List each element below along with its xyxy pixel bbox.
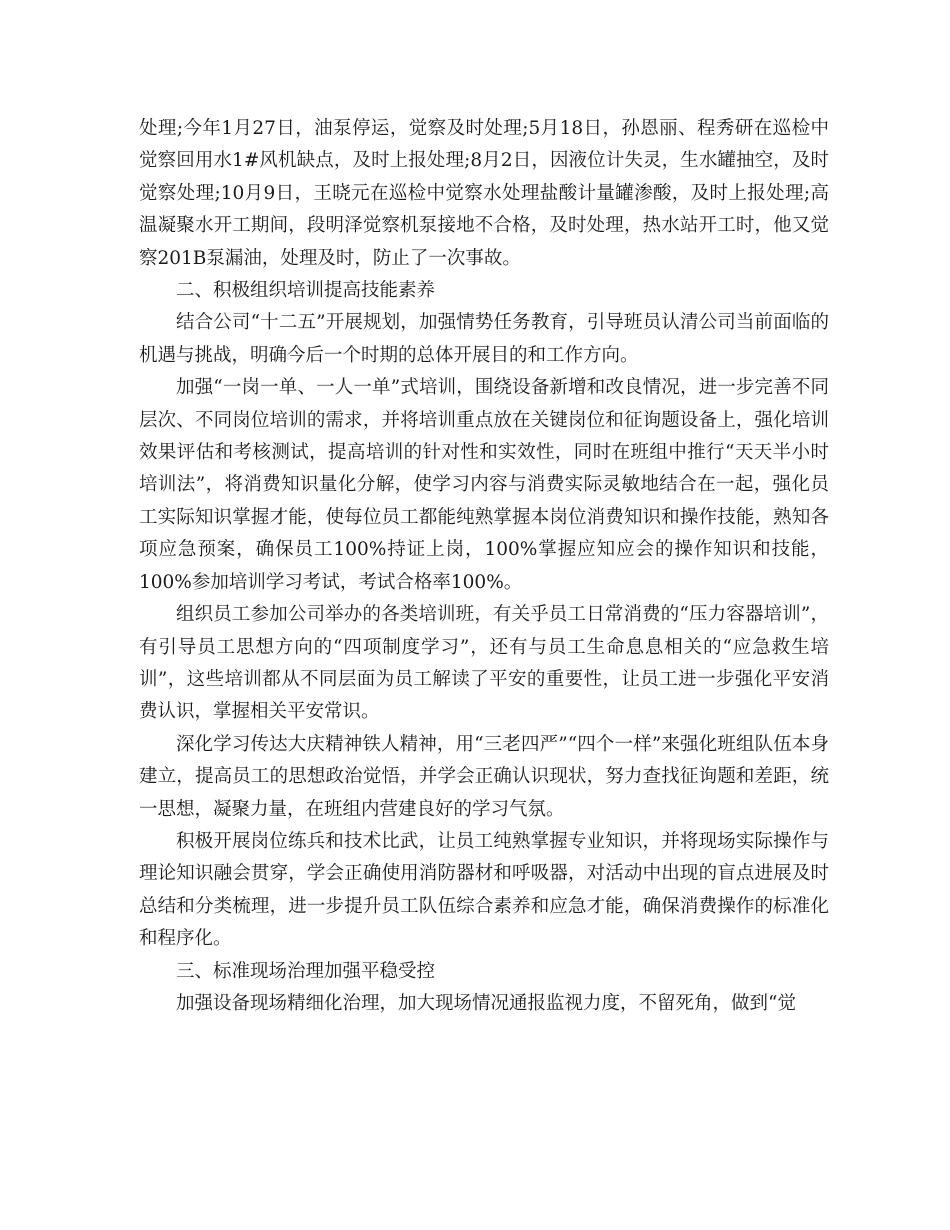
paragraph: 组织员工参加公司举办的各类培训班，有关乎员工日常消费的“压力容器培训”，有引导员工思想方向的“四项制度学习”，还有与员工生命息息相关的“应急救生培训”，这些培训都从不同层面为员工解读了平安的重要性，让员工进一步强化平安消费认识，掌握相关平安常识。 — [139, 604, 829, 723]
paragraph: 积极开展岗位练兵和技术比武，让员工纯熟掌握专业知识，并将现场实际操作与理论知识融会贯穿，学会正确使用消防器材和呼吸器，对活动中出现的盲点进展及时总结和分类梳理，进一步提升员工队伍综合素养和应急才能，确保消费操作的标准化和程序化。 — [139, 830, 829, 950]
paragraph-truncated: 加强设备现场精细化治理，加大现场情况通报监视力度，不留死角，做到“觉 — [176, 992, 796, 1014]
section-heading-2: 二、积极组织培训提高技能素养 — [176, 280, 436, 302]
paragraph: 深化学习传达大庆精神铁人精神，用“三老四严”“四个一样”来强化班组队伍本身建立，提高员工的思想政治觉悟，并学会正确认识现状，努力查找征询题和差距，统一思想，凝聚力量，在班组内营建良好的学习气氛。 — [139, 733, 829, 820]
paragraph-continued: 处理;今年1月27日，油泵停运，觉察及时处理;5月18日，孙恩丽、程秀研在巡检中觉察回用水1#风机缺点，及时上报处理;8月2日，因液位计失灵，生水罐抽空，及时觉察处理;10月9日，王晓元在巡检中觉察水处理盐酸计量罐渗酸，及时上报处理;高温凝聚水开工期间，段明泽觉察机泵接地不合格，及时处理，热水站开工时，他又觉察201B泵漏油，处理及时，防止了一次事故。 — [139, 118, 829, 269]
paragraph: 加强“一岗一单、一人一单”式培训，围绕设备新增和改良情况，进一步完善不同层次、不同岗位培训的需求，并将培训重点放在关键岗位和征询题设备上，强化培训效果评估和考核测试，提高培训的针对性和实效性，同时在班组中推行“天天半小时培训法”，将消费知识量化分解，使学习内容与消费实际灵敏地结合在一起，强化员工实际知识掌握才能，使每位员工都能纯熟掌握本岗位消费知识和操作技能，熟知各项应急预案，确保员工100%持证上岗，100%掌握应知应会的操作知识和技能，100%参加培训学习考试，考试合格率100%。 — [139, 377, 829, 593]
document-body — [139, 113, 829, 1020]
section-heading-3: 三、标准现场治理加强平稳受控 — [176, 960, 436, 982]
paragraph: 结合公司“十二五”开展规划，加强情势任务教育，引导班员认清公司当前面临的机遇与挑战，明确今后一个时期的总体开展目的和工作方向。 — [139, 312, 829, 366]
